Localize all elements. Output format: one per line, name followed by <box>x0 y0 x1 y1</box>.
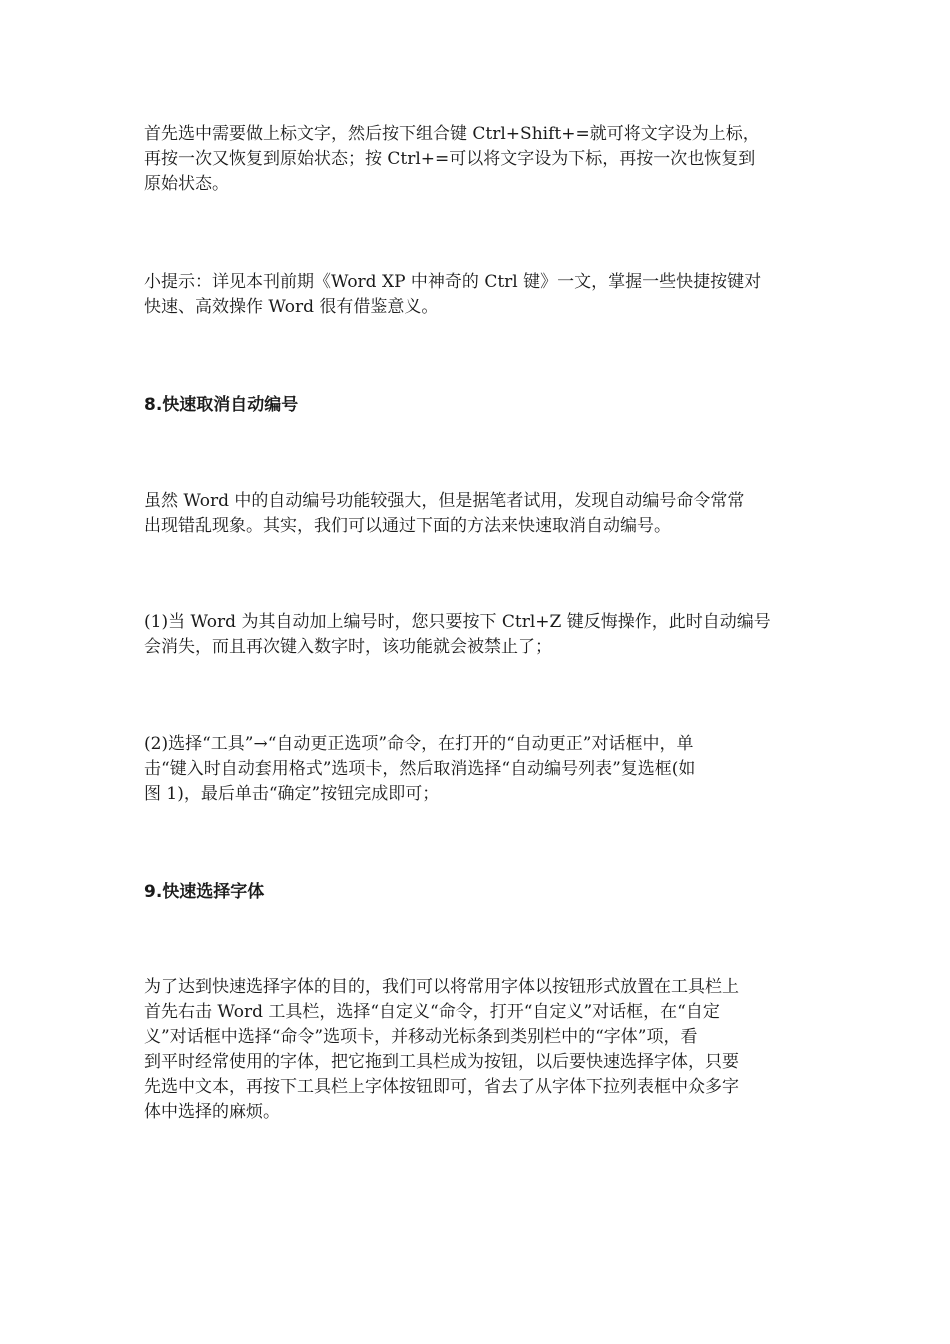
paragraph-line: 原始状态。 <box>144 174 229 194</box>
paragraph-line: 体中选择的麻烦。 <box>144 1102 280 1122</box>
paragraph-hint <box>144 270 808 320</box>
paragraph-auto-numbering-intro <box>144 489 808 539</box>
paragraph-line: 出现错乱现象。其实，我们可以通过下面的方法来快速取消自动编号。 <box>144 516 671 536</box>
paragraph-line: 首先右击 Word 工具栏，选择“自定义“命令，打开“自定义”对话框，在“自定 <box>144 1002 720 1022</box>
paragraph-line: 再按一次又恢复到原始状态；按 Ctrl+=可以将文字设为下标，再按一次也恢复到 <box>144 149 756 169</box>
paragraph-line: 首先选中需要做上标文字，然后按下组合键 Ctrl+Shift+=就可将文字设为上标， <box>144 124 760 144</box>
paragraph-font-selection <box>144 975 808 1125</box>
paragraph-line: 义”对话框中选择“命令”选项卡，并移动光标条到类别栏中的“字体”项，看 <box>144 1027 698 1047</box>
paragraph-line: (2)选择“工具”→“自动更正选项”命令，在打开的“自动更正”对话框中，单 <box>144 734 694 754</box>
paragraph-line: 击“键入时自动套用格式”选项卡，然后取消选择“自动编号列表”复选框(如 <box>144 759 696 779</box>
paragraph-line: 快速、高效操作 Word 很有借鉴意义。 <box>144 297 439 317</box>
paragraph-line: 先选中文本，再按下工具栏上字体按钮即可，省去了从字体下拉列表框中众多字 <box>144 1077 739 1097</box>
paragraph-line: 到平时经常使用的字体，把它拖到工具栏成为按钮，以后要快速选择字体，只要 <box>144 1052 739 1072</box>
section-heading-9: 9.快速选择字体 <box>144 882 265 902</box>
paragraph-line: 会消失，而且再次键入数字时，该功能就会被禁止了； <box>144 637 552 657</box>
paragraph-line: 图 1)，最后单击“确定”按钮完成即可； <box>144 784 440 804</box>
paragraph-superscript-tip <box>144 122 808 197</box>
paragraph-line: (1)当 Word 为其自动加上编号时，您只要按下 Ctrl+Z 键反悔操作，此时自动编号 <box>144 612 771 632</box>
section-heading-8: 8.快速取消自动编号 <box>144 395 299 415</box>
paragraph-line: 虽然 Word 中的自动编号功能较强大，但是据笔者试用，发现自动编号命令常常 <box>144 491 745 511</box>
paragraph-step-2 <box>144 732 808 807</box>
paragraph-line: 小提示：详见本刊前期《Word XP 中神奇的 Ctrl 键》一文，掌握一些快捷按键对 <box>144 272 762 292</box>
paragraph-step-1 <box>144 610 808 660</box>
paragraph-line: 为了达到快速选择字体的目的，我们可以将常用字体以按钮形式放置在工具栏上 <box>144 977 739 997</box>
